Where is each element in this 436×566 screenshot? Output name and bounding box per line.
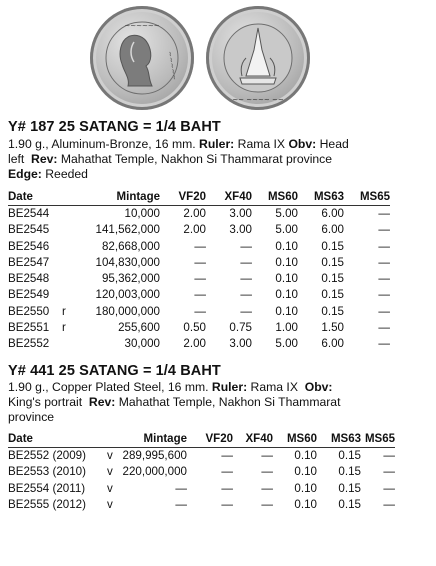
- cell-date: BE2548: [8, 272, 50, 286]
- entry1-title: Y# 187 25 SATANG = 1/4 BAHT: [8, 119, 221, 135]
- table-header-row: [8, 189, 390, 206]
- cell-ms65: —: [378, 321, 390, 335]
- cell-mintage: 104,830,000: [95, 255, 160, 269]
- cell-mintage: 180,000,000: [95, 304, 160, 318]
- cell-mark: v: [107, 449, 113, 462]
- cell-date: BE2547: [8, 255, 50, 269]
- cell-ms63: 0.15: [321, 272, 344, 286]
- table-row: [8, 481, 395, 497]
- cell-ms60: 0.10: [294, 465, 317, 479]
- cell-date: BE2552 (2009): [8, 449, 86, 462]
- temple-icon: [206, 6, 310, 110]
- table-row: [8, 222, 390, 238]
- cell-vf20: —: [194, 239, 206, 253]
- cell-mintage: 120,003,000: [95, 288, 160, 302]
- cell-mintage: 95,362,000: [101, 272, 160, 286]
- cell-ms65: —: [378, 272, 390, 286]
- cell-ms65: —: [383, 465, 395, 479]
- cell-xf40: 3.00: [229, 337, 252, 351]
- cell-mintage: 30,000: [124, 337, 160, 351]
- entry2-obv: King's portrait: [8, 395, 83, 409]
- entry1-obv-label: Obv:: [288, 137, 317, 151]
- cell-ms63: 6.00: [321, 207, 344, 220]
- cell-vf20: —: [194, 255, 206, 269]
- col-header-vf20: VF20: [178, 191, 206, 203]
- cell-ms65: —: [383, 481, 395, 495]
- col-header-xf40: XF40: [245, 433, 273, 445]
- entry2-rev-label: Rev:: [88, 395, 116, 409]
- entry1-obv-line1: Head: [319, 137, 349, 151]
- cell-ms65: —: [378, 223, 390, 237]
- cell-xf40: —: [261, 449, 273, 462]
- cell-xf40: —: [240, 288, 252, 302]
- cell-mark: v: [107, 481, 113, 495]
- cell-mintage: 82,668,000: [101, 239, 160, 253]
- cell-ms60: 0.10: [294, 497, 317, 511]
- table-row: [8, 206, 390, 223]
- cell-xf40: —: [261, 497, 273, 511]
- cell-ms60: 0.10: [294, 449, 317, 462]
- cell-date: BE2550: [8, 304, 50, 318]
- col-header-mintage: Mintage: [116, 191, 160, 203]
- table-row: [8, 304, 390, 320]
- cell-ms63: 0.15: [338, 465, 361, 479]
- table-row: [8, 464, 395, 480]
- col-header-ms60: MS60: [267, 191, 298, 203]
- cell-ms63: 0.15: [338, 497, 361, 511]
- cell-mark: r: [62, 321, 66, 335]
- cell-ms60: 0.10: [275, 304, 298, 318]
- cell-ms65: —: [378, 207, 390, 220]
- entry2-rev-line1: Mahathat Temple, Nakhon Si Thammarat: [118, 395, 341, 409]
- col-header-ms60: MS60: [286, 433, 317, 445]
- cell-vf20: 2.00: [183, 223, 206, 237]
- entry1-description: [8, 137, 398, 182]
- table-row: [8, 448, 395, 465]
- cell-mintage: 141,562,000: [95, 223, 160, 237]
- svg-text:~~~~~: ~~~~~: [165, 50, 179, 81]
- cell-date: BE2545: [8, 223, 50, 237]
- cell-date: BE2551: [8, 321, 50, 335]
- cell-mintage: 255,600: [118, 321, 160, 335]
- entry1-rev: Mahathat Temple, Nakhon Si Thammarat province: [60, 152, 333, 166]
- entry1-ruler-label: Ruler:: [199, 137, 235, 151]
- cell-mark: [58, 336, 72, 352]
- cell-vf20: —: [221, 497, 233, 511]
- table-row: [8, 271, 390, 287]
- cell-xf40: 0.75: [229, 321, 252, 335]
- col-header-vf20: VF20: [205, 433, 233, 445]
- table-row: [8, 320, 390, 336]
- cell-date: BE2552: [8, 337, 50, 351]
- cell-vf20: —: [194, 304, 206, 318]
- col-header-xf40: XF40: [224, 191, 252, 203]
- cell-xf40: —: [240, 304, 252, 318]
- entry2-ruler: Rama IX: [250, 380, 298, 394]
- cell-ms60: 0.10: [294, 481, 317, 495]
- cell-xf40: 3.00: [229, 207, 252, 220]
- table-row: [8, 255, 390, 271]
- entry2-mintage-table: [8, 431, 395, 513]
- cell-mark: r: [62, 304, 66, 318]
- cell-mintage: —: [175, 497, 187, 511]
- cell-vf20: —: [221, 465, 233, 479]
- cell-date: BE2544: [8, 207, 50, 220]
- cell-vf20: —: [194, 288, 206, 302]
- svg-text:~~~~~~: ~~~~~~: [124, 22, 160, 30]
- cell-mark: [58, 206, 72, 223]
- cell-date: BE2549: [8, 288, 50, 302]
- col-header-date: Date: [8, 433, 33, 445]
- cell-vf20: 2.00: [183, 207, 206, 220]
- coin-images: [90, 4, 320, 114]
- cell-vf20: —: [221, 449, 233, 462]
- entry2-weight: 1.90 g., Copper Plated Steel, 16 mm.: [8, 380, 209, 394]
- cell-xf40: —: [261, 481, 273, 495]
- col-header-ms63: MS63: [330, 433, 361, 445]
- cell-ms63: 0.15: [321, 239, 344, 253]
- col-header-ms65: MS65: [359, 191, 390, 203]
- entry2-title: Y# 441 25 SATANG = 1/4 BAHT: [8, 363, 221, 379]
- coin-obverse-image: [90, 6, 194, 110]
- coin-reverse-image: [206, 6, 310, 110]
- svg-text:~~ ~~~~ ~~: ~~ ~~~~ ~~: [232, 96, 284, 104]
- entry1-edge-label: Edge:: [8, 167, 42, 181]
- cell-ms65: —: [378, 239, 390, 253]
- entry1-obv-line2: left: [8, 152, 25, 166]
- cell-mark: [58, 255, 72, 271]
- table-row: [8, 497, 395, 513]
- cell-xf40: 3.00: [229, 223, 252, 237]
- cell-ms60: 0.10: [275, 288, 298, 302]
- cell-ms65: —: [378, 255, 390, 269]
- cell-mintage: —: [175, 481, 187, 495]
- cell-vf20: 2.00: [183, 337, 206, 351]
- cell-vf20: —: [221, 481, 233, 495]
- entry1-weight: 1.90 g., Aluminum-Bronze, 16 mm.: [8, 137, 196, 151]
- cell-date: BE2546: [8, 239, 50, 253]
- cell-ms63: 1.50: [321, 321, 344, 335]
- cell-ms60: 0.10: [275, 272, 298, 286]
- col-header-date: Date: [8, 191, 33, 203]
- cell-vf20: —: [194, 272, 206, 286]
- cell-mark: v: [107, 497, 113, 511]
- col-header-ms65: MS65: [364, 433, 395, 445]
- cell-mintage: 289,995,600: [122, 449, 187, 462]
- cell-mark: [58, 239, 72, 255]
- cell-xf40: —: [240, 255, 252, 269]
- cell-mark: [58, 271, 72, 287]
- cell-mintage: 10,000: [124, 207, 160, 220]
- entry2-ruler-label: Ruler:: [211, 380, 248, 394]
- entry1-edge: Reeded: [45, 167, 88, 181]
- cell-mark: [58, 287, 72, 303]
- cell-ms65: —: [378, 304, 390, 318]
- cell-xf40: —: [261, 465, 273, 479]
- table-row: [8, 287, 390, 303]
- cell-mintage: 220,000,000: [122, 465, 187, 479]
- cell-ms60: 0.10: [275, 239, 298, 253]
- entry2-description: [8, 380, 398, 425]
- cell-ms60: 1.00: [275, 321, 298, 335]
- entry2-obv-label: Obv:: [304, 380, 333, 394]
- cell-ms63: 6.00: [321, 223, 344, 237]
- cell-ms60: 5.00: [275, 337, 298, 351]
- cell-ms63: 0.15: [321, 304, 344, 318]
- entry2-rev-line2: province: [8, 410, 55, 424]
- cell-ms63: 0.15: [321, 255, 344, 269]
- cell-ms65: —: [378, 288, 390, 302]
- cell-ms60: 0.10: [275, 255, 298, 269]
- cell-ms65: —: [378, 337, 390, 351]
- table-row: [8, 336, 390, 352]
- cell-ms63: 0.15: [338, 481, 361, 495]
- entry1-rev-label: Rev:: [31, 152, 58, 166]
- cell-xf40: —: [240, 272, 252, 286]
- entry1-mintage-table: [8, 189, 390, 353]
- cell-ms63: 6.00: [321, 337, 344, 351]
- col-header-ms63: MS63: [313, 191, 344, 203]
- entry1-ruler: Rama IX: [237, 137, 286, 151]
- cell-ms63: 0.15: [321, 288, 344, 302]
- cell-ms60: 5.00: [275, 207, 298, 220]
- king-portrait-icon: [90, 6, 194, 110]
- cell-ms60: 5.00: [275, 223, 298, 237]
- table-row: [8, 239, 390, 255]
- cell-ms65: —: [383, 449, 395, 462]
- cell-vf20: 0.50: [183, 321, 206, 335]
- cell-ms65: —: [383, 497, 395, 511]
- cell-mark: v: [107, 465, 113, 479]
- cell-xf40: —: [240, 239, 252, 253]
- cell-mark: [58, 222, 72, 238]
- table-header-row: [8, 431, 395, 448]
- cell-date: BE2555 (2012): [8, 497, 86, 511]
- cell-date: BE2553 (2010): [8, 465, 86, 479]
- cell-ms63: 0.15: [338, 449, 361, 462]
- col-header-mintage: Mintage: [143, 433, 187, 445]
- cell-date: BE2554 (2011): [8, 481, 86, 495]
